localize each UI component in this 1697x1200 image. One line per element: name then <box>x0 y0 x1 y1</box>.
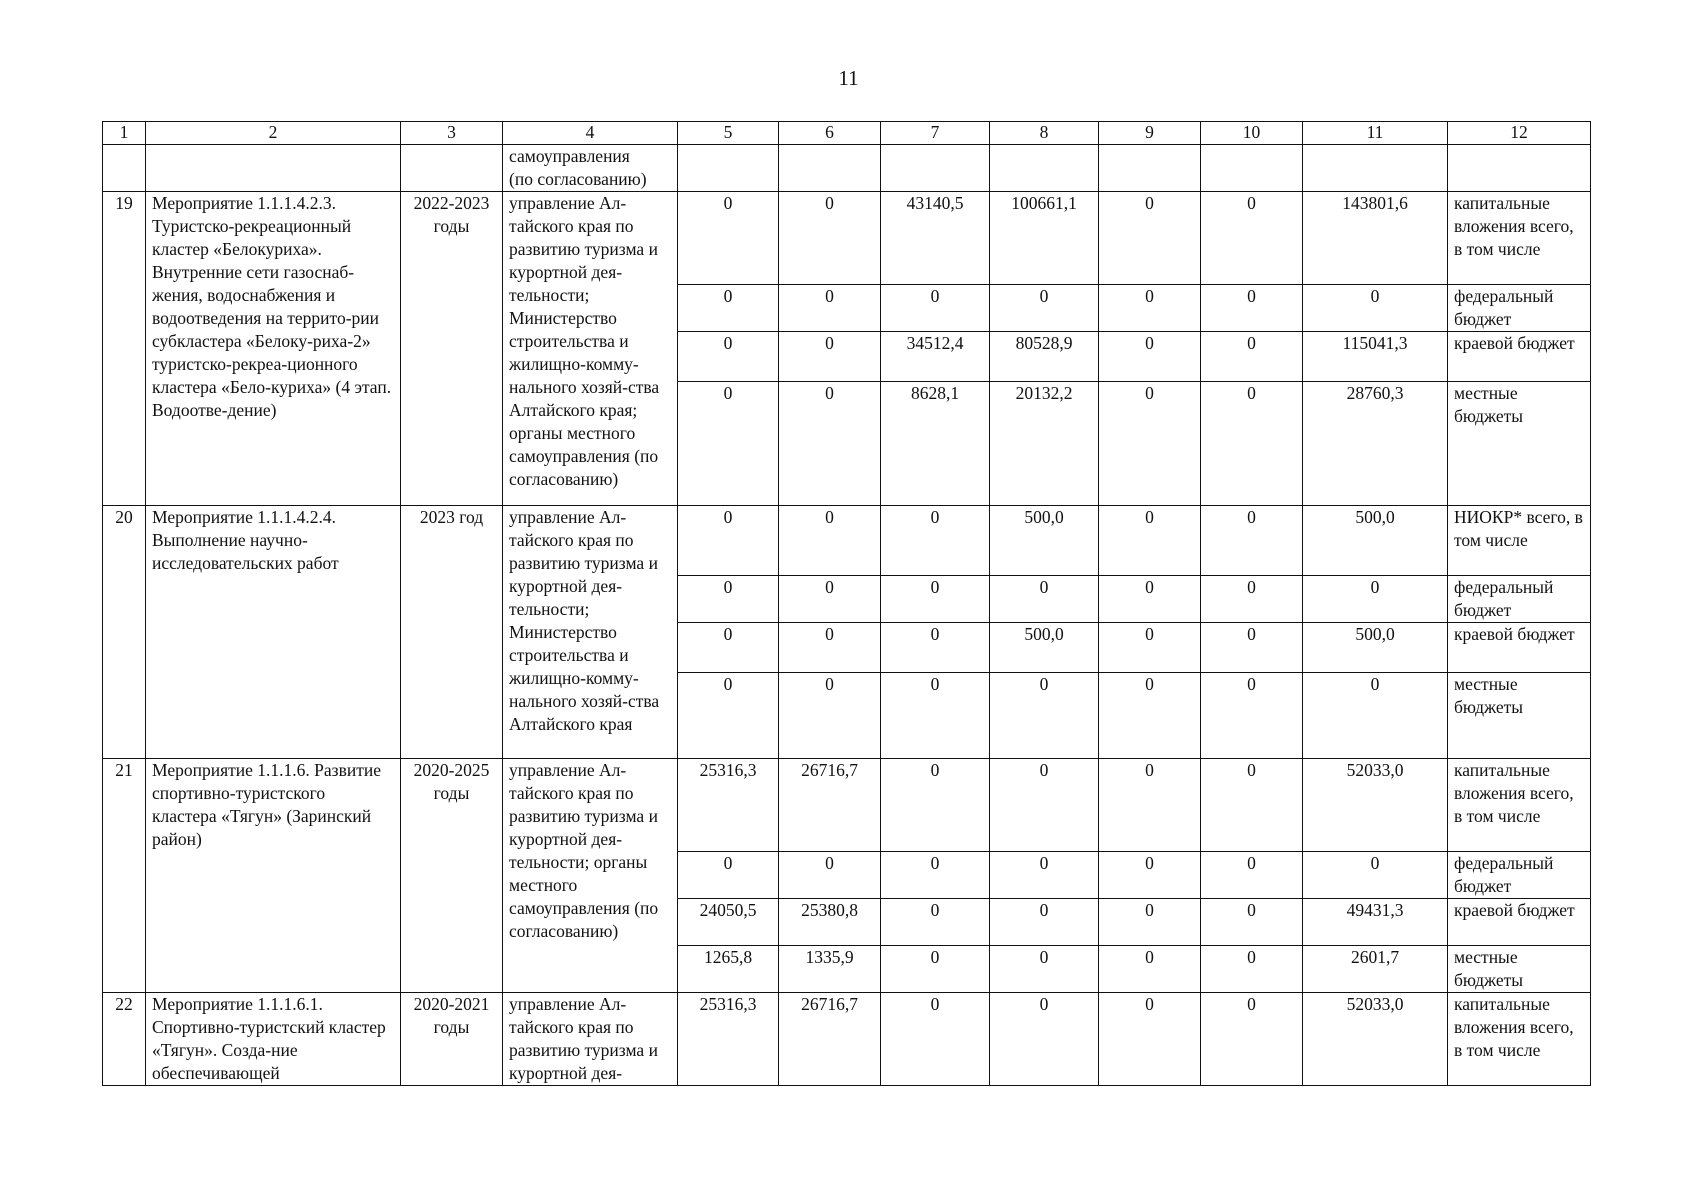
amount-cell: 500,0 <box>1303 506 1448 576</box>
amount-cell: 0 <box>990 576 1099 623</box>
amount-cell: 49431,3 <box>1303 899 1448 946</box>
amount-cell: 0 <box>881 285 990 332</box>
page-number: 11 <box>838 66 859 90</box>
event-name: Мероприятие 1.1.1.6. Развитие спортивно-туристского кластера «Тягун» (Заринский район) <box>146 759 401 993</box>
amount-cell: 1335,9 <box>779 946 881 993</box>
amount-cell: 0 <box>1099 623 1201 673</box>
amount-cell: 0 <box>779 285 881 332</box>
amount-cell: 24050,5 <box>678 899 779 946</box>
amount-cell: 0 <box>1201 576 1303 623</box>
amount-cell: 0 <box>1201 192 1303 285</box>
amount-cell: 0 <box>1099 382 1201 506</box>
amount-cell: 0 <box>881 946 990 993</box>
amount-cell: 0 <box>1099 673 1201 759</box>
amount-cell: 25380,8 <box>779 899 881 946</box>
amount-cell: 0 <box>1099 576 1201 623</box>
amount-cell: 34512,4 <box>881 332 990 382</box>
amount-cell: 0 <box>678 673 779 759</box>
event-row <box>103 192 1591 285</box>
column-number: 10 <box>1201 122 1303 145</box>
row-number: 22 <box>103 993 146 1086</box>
amount-cell: 25316,3 <box>678 993 779 1086</box>
amount-cell: 0 <box>678 623 779 673</box>
row-number: 19 <box>103 192 146 506</box>
column-number: 12 <box>1448 122 1591 145</box>
empty-cell <box>678 145 779 192</box>
empty-cell <box>401 145 503 192</box>
amount-cell: 43140,5 <box>881 192 990 285</box>
amount-cell: 0 <box>990 993 1099 1086</box>
period: 2023 год <box>401 506 503 759</box>
amount-cell: 0 <box>990 285 1099 332</box>
amount-cell: 0 <box>678 576 779 623</box>
column-number-row <box>103 122 1591 145</box>
empty-cell <box>1303 145 1448 192</box>
amount-cell: 0 <box>1201 382 1303 506</box>
amount-cell: 0 <box>779 382 881 506</box>
amount-cell: 28760,3 <box>1303 382 1448 506</box>
amount-cell: 0 <box>1201 759 1303 852</box>
empty-cell <box>1201 145 1303 192</box>
executor: управление Ал-тайского края по развитию туризма и курортной дея- <box>503 993 678 1086</box>
amount-cell: 0 <box>881 993 990 1086</box>
amount-cell: 0 <box>1099 852 1201 899</box>
column-number: 3 <box>401 122 503 145</box>
amount-cell: 0 <box>678 382 779 506</box>
executor: управление Ал-тайского края по развитию туризма и курортной дея-тельности; органы местного самоуправления (по согласованию) <box>503 759 678 993</box>
amount-cell: 0 <box>1201 623 1303 673</box>
amount-cell: 0 <box>881 673 990 759</box>
event-row <box>103 993 1591 1086</box>
amount-cell: 0 <box>779 332 881 382</box>
amount-cell: 0 <box>1099 332 1201 382</box>
amount-cell: 500,0 <box>990 506 1099 576</box>
amount-cell: 0 <box>1099 506 1201 576</box>
amount-cell: 0 <box>881 759 990 852</box>
amount-cell: 0 <box>779 623 881 673</box>
empty-cell <box>990 145 1099 192</box>
funding-source: краевой бюджет <box>1448 623 1591 673</box>
period: 2022-2023 годы <box>401 192 503 506</box>
continuation-row <box>103 145 1591 192</box>
empty-cell <box>1448 145 1591 192</box>
funding-source: краевой бюджет <box>1448 332 1591 382</box>
empty-cell <box>779 145 881 192</box>
amount-cell: 0 <box>1303 285 1448 332</box>
amount-cell: 25316,3 <box>678 759 779 852</box>
program-table <box>102 121 1591 1086</box>
amount-cell: 26716,7 <box>779 759 881 852</box>
amount-cell: 0 <box>1099 759 1201 852</box>
executor: управление Ал-тайского края по развитию туризма и курортной дея-тельности; Министерство строительства и жилищно-комму-нального хозяй-ства Алтайского края; органы местного самоуправления (по согласованию) <box>503 192 678 506</box>
amount-cell: 0 <box>1099 192 1201 285</box>
amount-cell: 0 <box>779 576 881 623</box>
amount-cell: 20132,2 <box>990 382 1099 506</box>
amount-cell: 0 <box>678 506 779 576</box>
amount-cell: 0 <box>1099 899 1201 946</box>
amount-cell: 0 <box>678 852 779 899</box>
amount-cell: 0 <box>990 946 1099 993</box>
column-number: 8 <box>990 122 1099 145</box>
amount-cell: 0 <box>1201 332 1303 382</box>
amount-cell: 115041,3 <box>1303 332 1448 382</box>
amount-cell: 0 <box>990 673 1099 759</box>
column-number: 9 <box>1099 122 1201 145</box>
row-number: 20 <box>103 506 146 759</box>
funding-source: местные бюджеты <box>1448 946 1591 993</box>
empty-cell <box>881 145 990 192</box>
event-row <box>103 506 1591 576</box>
amount-cell: 2601,7 <box>1303 946 1448 993</box>
amount-cell: 0 <box>1201 993 1303 1086</box>
amount-cell: 0 <box>1303 576 1448 623</box>
amount-cell: 1265,8 <box>678 946 779 993</box>
amount-cell: 0 <box>1201 506 1303 576</box>
executor-cell: самоуправления (по согласованию) <box>503 145 678 192</box>
event-name: Мероприятие 1.1.1.4.2.3. Туристско-рекреационный кластер «Белокуриха». Внутренние сети газоснаб-жения, водоснабжения и водоотведения на террито-рии субкластера «Белоку-риха-2» туристско-рекреа-ционного кластера «Бело-куриха» (4 этап. Водоотве-дение) <box>146 192 401 506</box>
funding-source: местные бюджеты <box>1448 673 1591 759</box>
executor: управление Ал-тайского края по развитию туризма и курортной дея-тельности; Министерство строительства и жилищно-комму-нального хозяй-ства Алтайского края <box>503 506 678 759</box>
event-row <box>103 759 1591 852</box>
funding-source: федеральный бюджет <box>1448 576 1591 623</box>
funding-source: краевой бюджет <box>1448 899 1591 946</box>
amount-cell: 0 <box>1201 673 1303 759</box>
column-number: 2 <box>146 122 401 145</box>
amount-cell: 500,0 <box>1303 623 1448 673</box>
amount-cell: 0 <box>881 576 990 623</box>
amount-cell: 80528,9 <box>990 332 1099 382</box>
funding-source: капитальные вложения всего, в том числе <box>1448 192 1591 285</box>
funding-source: федеральный бюджет <box>1448 285 1591 332</box>
period: 2020-2021 годы <box>401 993 503 1086</box>
amount-cell: 0 <box>1099 993 1201 1086</box>
amount-cell: 0 <box>779 506 881 576</box>
column-number: 7 <box>881 122 990 145</box>
amount-cell: 0 <box>678 332 779 382</box>
amount-cell: 0 <box>990 899 1099 946</box>
column-number: 6 <box>779 122 881 145</box>
amount-cell: 0 <box>1303 852 1448 899</box>
event-name: Мероприятие 1.1.1.6.1. Спортивно-туристский кластер «Тягун». Созда-ние обеспечивающей <box>146 993 401 1086</box>
amount-cell: 500,0 <box>990 623 1099 673</box>
amount-cell: 0 <box>678 192 779 285</box>
empty-cell <box>146 145 401 192</box>
amount-cell: 0 <box>1303 673 1448 759</box>
amount-cell: 0 <box>1099 946 1201 993</box>
column-number: 1 <box>103 122 146 145</box>
amount-cell: 0 <box>779 852 881 899</box>
column-number: 4 <box>503 122 678 145</box>
amount-cell: 143801,6 <box>1303 192 1448 285</box>
amount-cell: 0 <box>1099 285 1201 332</box>
funding-source: местные бюджеты <box>1448 382 1591 506</box>
funding-source: федеральный бюджет <box>1448 852 1591 899</box>
column-number: 5 <box>678 122 779 145</box>
amount-cell: 0 <box>881 623 990 673</box>
amount-cell: 100661,1 <box>990 192 1099 285</box>
event-name: Мероприятие 1.1.1.4.2.4. Выполнение научно-исследовательских работ <box>146 506 401 759</box>
funding-source: НИОКР* всего, в том числе <box>1448 506 1591 576</box>
amount-cell: 0 <box>881 852 990 899</box>
funding-source: капитальные вложения всего, в том числе <box>1448 759 1591 852</box>
amount-cell: 52033,0 <box>1303 759 1448 852</box>
amount-cell: 0 <box>678 285 779 332</box>
amount-cell: 0 <box>881 899 990 946</box>
amount-cell: 0 <box>990 852 1099 899</box>
amount-cell: 0 <box>990 759 1099 852</box>
empty-cell <box>103 145 146 192</box>
amount-cell: 0 <box>1201 852 1303 899</box>
amount-cell: 0 <box>779 673 881 759</box>
period: 2020-2025 годы <box>401 759 503 993</box>
amount-cell: 26716,7 <box>779 993 881 1086</box>
amount-cell: 0 <box>881 506 990 576</box>
empty-cell <box>1099 145 1201 192</box>
amount-cell: 8628,1 <box>881 382 990 506</box>
funding-source: капитальные вложения всего, в том числе <box>1448 993 1591 1086</box>
row-number: 21 <box>103 759 146 993</box>
amount-cell: 0 <box>1201 285 1303 332</box>
amount-cell: 0 <box>779 192 881 285</box>
amount-cell: 0 <box>1201 946 1303 993</box>
amount-cell: 0 <box>1201 899 1303 946</box>
amount-cell: 52033,0 <box>1303 993 1448 1086</box>
table-body <box>103 122 1591 1086</box>
column-number: 11 <box>1303 122 1448 145</box>
